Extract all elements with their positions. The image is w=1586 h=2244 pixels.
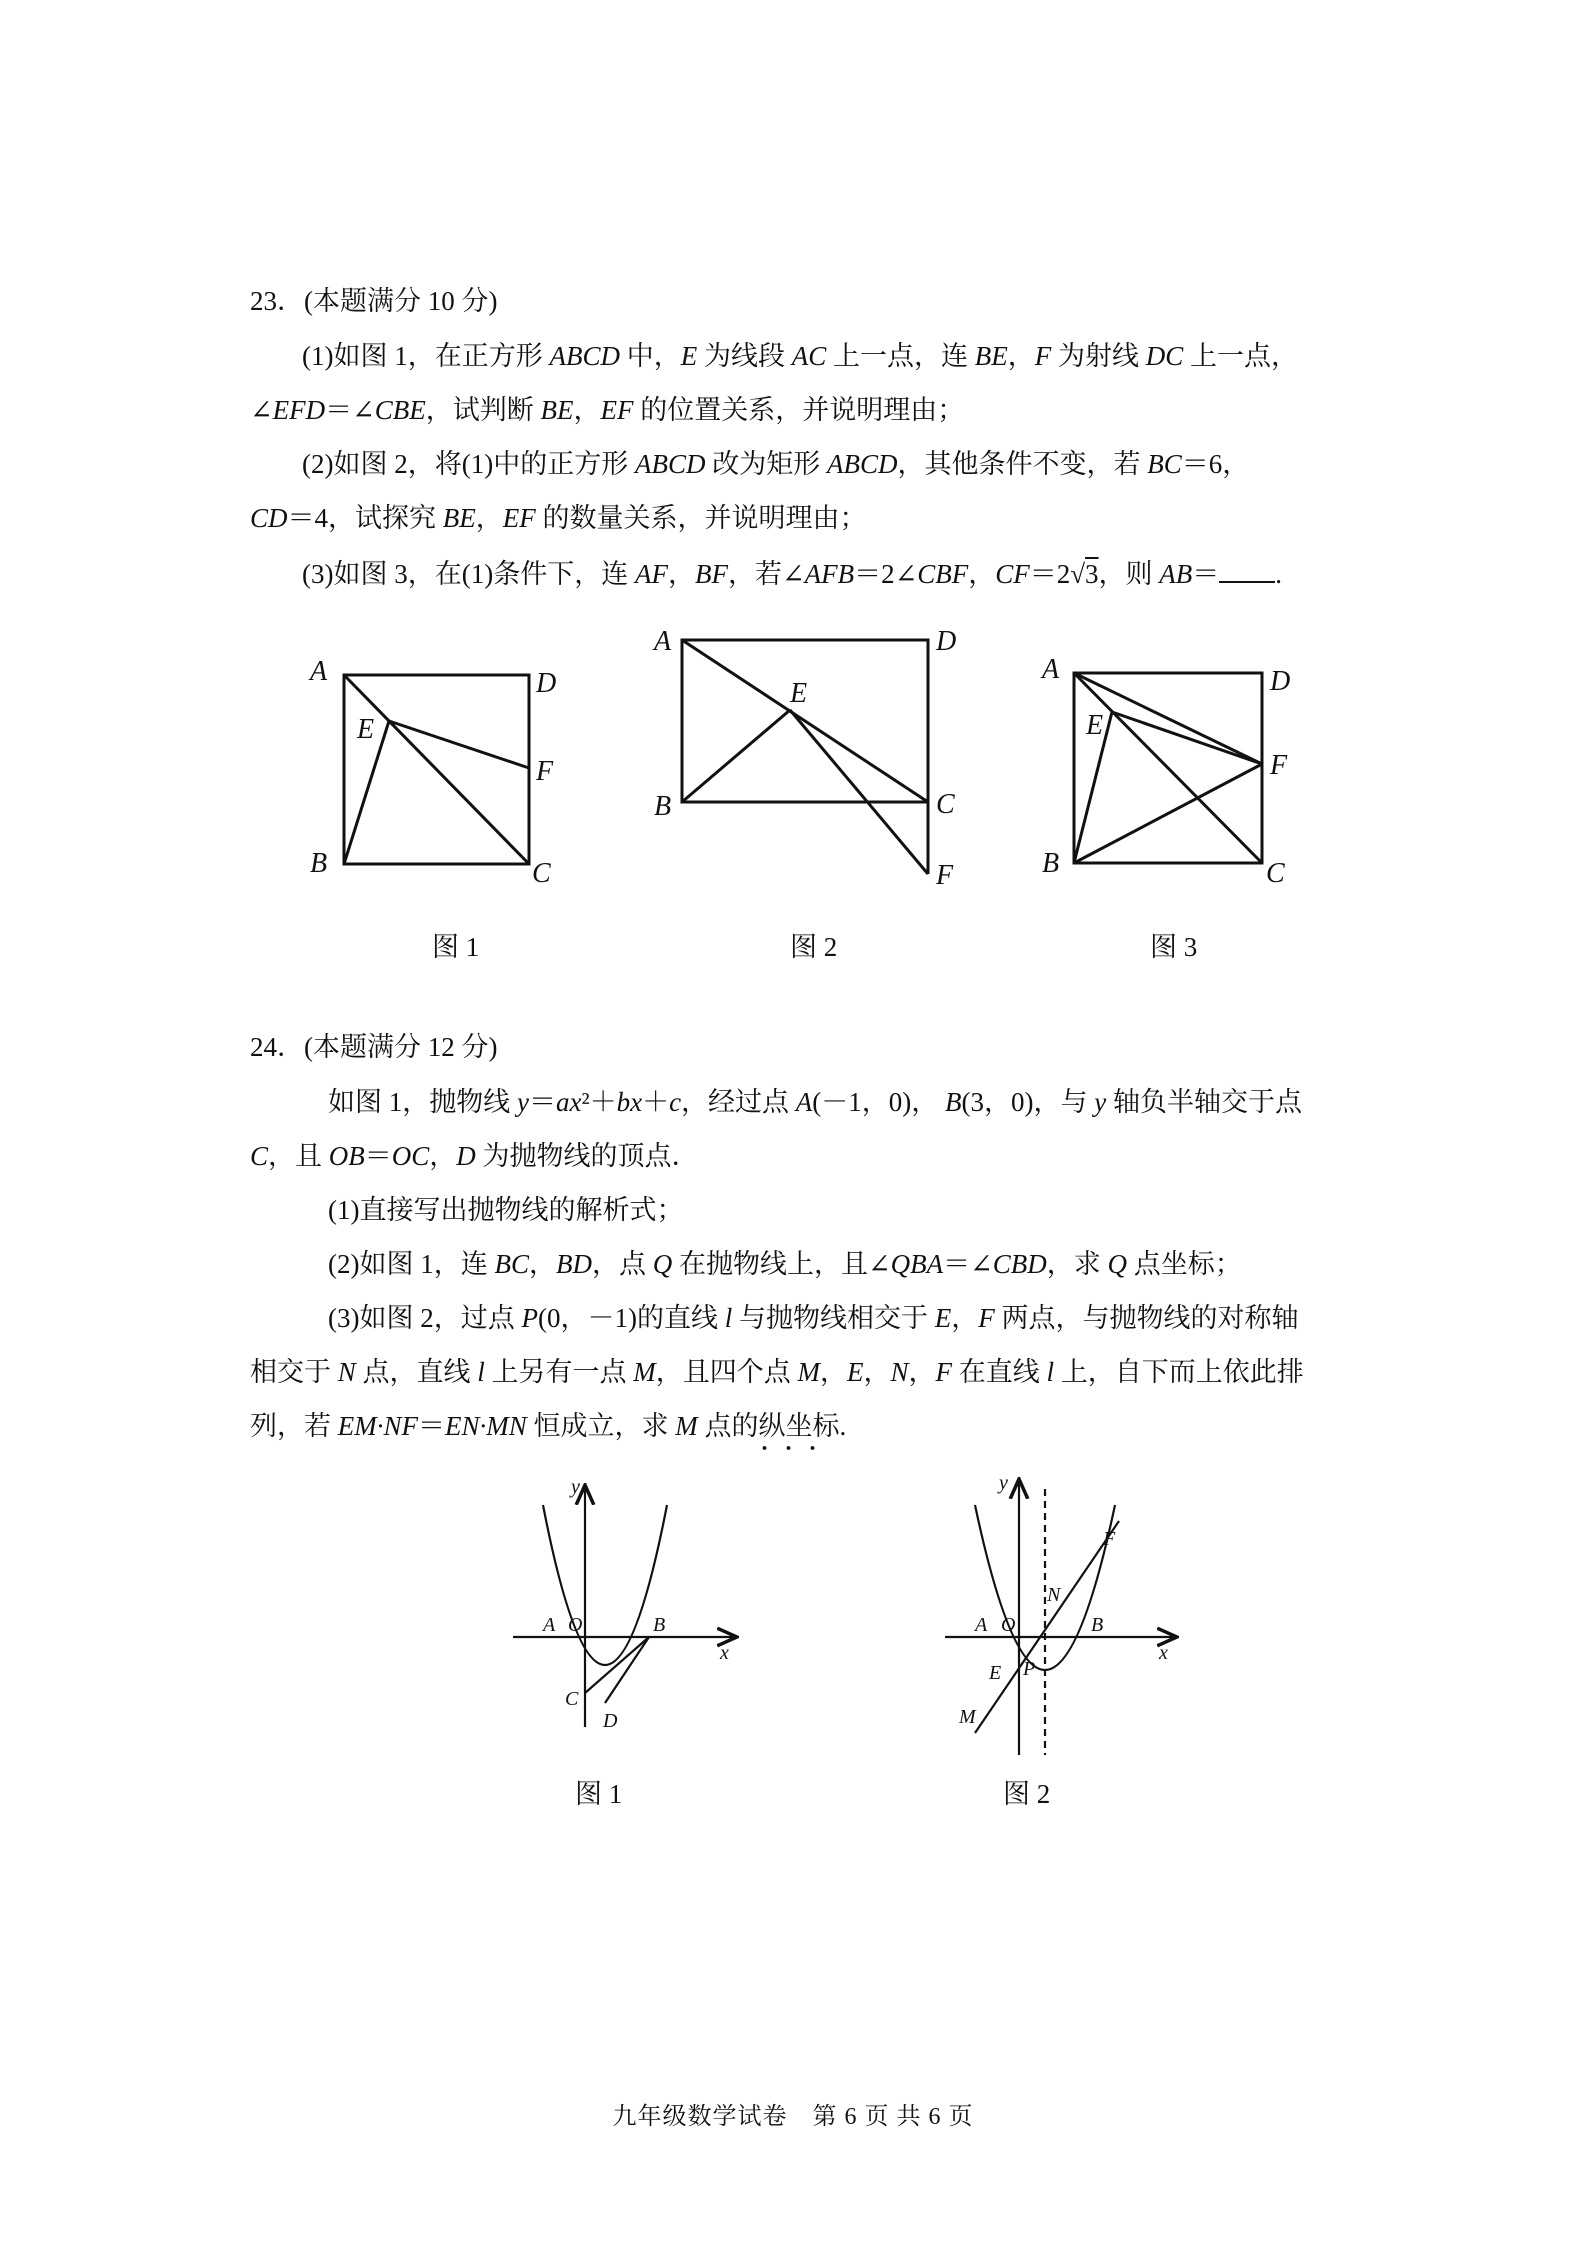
label-c: C xyxy=(1266,858,1285,889)
label-e: E xyxy=(1086,710,1104,741)
q24-sub3-line2: 相交于 N 点，直线 l 上另有一点 M，且四个点 M，E，N，F 在直线 l 上，自下而上依此排 xyxy=(250,1357,1304,1387)
label-a: A xyxy=(1042,654,1060,685)
segment-ac xyxy=(344,675,529,864)
label-a: A xyxy=(975,1614,988,1636)
label-f: F xyxy=(1103,1528,1116,1550)
label-f: F xyxy=(936,860,954,891)
q24-header: 24．(本题满分 12 分) xyxy=(250,1032,498,1062)
segment-bf xyxy=(1074,764,1262,863)
label-a: A xyxy=(310,656,328,687)
page-footer: 九年级数学试卷 第 6 页 共 6 页 xyxy=(612,2104,974,2130)
q23-figure-1 xyxy=(300,650,580,900)
label-n: N xyxy=(1047,1584,1061,1606)
q23-caption-3: 图 3 xyxy=(1150,932,1198,962)
q23-part1-line1: (1)如图 1，在正方形 ABCD 中，E 为线段 AC 上一点，连 BE，F 为射线 DC 上一点， xyxy=(302,341,1299,371)
q24-figure-1 xyxy=(505,1465,755,1745)
q24-intro-line1: 如图 1，抛物线 y＝ax²＋bx＋c，经过点 A(－1，0)， B(3，0)，与 y 轴负半轴交于点 xyxy=(328,1087,1302,1117)
label-e: E xyxy=(357,714,375,745)
label-e: E xyxy=(790,678,808,709)
q24-sub2: (2)如图 1，连 BC，BD，点 Q 在抛物线上，且∠QBA＝∠CBD，求 Q 点坐标； xyxy=(328,1249,1242,1279)
label-y: y xyxy=(571,1476,580,1498)
emphasis-dots: 纵坐标 · · · xyxy=(759,1411,840,1441)
label-o: O xyxy=(568,1614,583,1636)
q24-sub3-line3: 列，若 EM·NF＝EN·MN 恒成立，求 M 点的纵坐标 · · ·. xyxy=(250,1408,846,1444)
label-c: C xyxy=(565,1688,579,1710)
label-b: B xyxy=(310,848,328,879)
label-b: B xyxy=(653,1614,666,1636)
label-d: D xyxy=(1270,666,1291,697)
segment-be xyxy=(682,710,790,802)
label-b: B xyxy=(1091,1614,1104,1636)
q23-part2-line2: CD＝4，试探究 BE，EF 的数量关系，并说明理由； xyxy=(250,503,867,533)
label-c: C xyxy=(532,858,551,889)
segment-ac xyxy=(1074,673,1262,863)
label-a: A xyxy=(654,626,672,657)
q24-sub1: (1)直接写出抛物线的解析式； xyxy=(328,1195,684,1225)
q24-sub3-line1: (3)如图 2，过点 P(0，－1)的直线 l 与抛物线相交于 E，F 两点，与抛物线的对称轴 xyxy=(328,1303,1299,1333)
segment-ef xyxy=(790,710,928,874)
q24-figure-2 xyxy=(935,1465,1195,1755)
label-p: P xyxy=(1023,1658,1036,1680)
label-e: E xyxy=(989,1662,1002,1684)
q23-caption-2: 图 2 xyxy=(790,932,838,962)
q23-header: 23．(本题满分 10 分) xyxy=(250,286,498,316)
label-o: O xyxy=(1001,1614,1016,1636)
label-b: B xyxy=(654,791,672,822)
label-x: x xyxy=(720,1642,729,1664)
segment-ac xyxy=(682,640,928,802)
answer-blank xyxy=(1219,559,1275,583)
label-d: D xyxy=(536,668,557,699)
label-b: B xyxy=(1042,848,1060,879)
label-d: D xyxy=(603,1710,618,1732)
label-a: A xyxy=(543,1614,556,1636)
q24-intro-line2: C，且 OB＝OC，D 为抛物线的顶点． xyxy=(250,1141,699,1171)
q23-figure-3 xyxy=(1030,650,1330,900)
parabola xyxy=(543,1505,667,1665)
q23-part1-line2: ∠EFD＝∠CBE，试判断 BE，EF 的位置关系，并说明理由； xyxy=(250,395,965,425)
label-y: y xyxy=(999,1472,1008,1494)
label-c: C xyxy=(936,789,955,820)
q24-caption-1: 图 1 xyxy=(575,1779,623,1809)
q23-caption-1: 图 1 xyxy=(432,932,480,962)
q23-part2-line1: (2)如图 2，将(1)中的正方形 ABCD 改为矩形 ABCD，其他条件不变，若 BC＝6， xyxy=(302,449,1250,479)
label-f: F xyxy=(536,756,554,787)
label-x: x xyxy=(1159,1642,1168,1664)
q24-caption-2: 图 2 xyxy=(1003,1779,1051,1809)
q23-part3-line: (3)如图 3，在(1)条件下，连 AF，BF，若∠AFB＝2∠CBF，CF＝2√3，则 AB＝ . xyxy=(302,559,1283,589)
label-f: F xyxy=(1270,750,1288,781)
label-m: M xyxy=(959,1706,976,1728)
q23-figure-2 xyxy=(640,618,960,898)
segment-ef xyxy=(1112,712,1262,764)
label-d: D xyxy=(936,626,957,657)
